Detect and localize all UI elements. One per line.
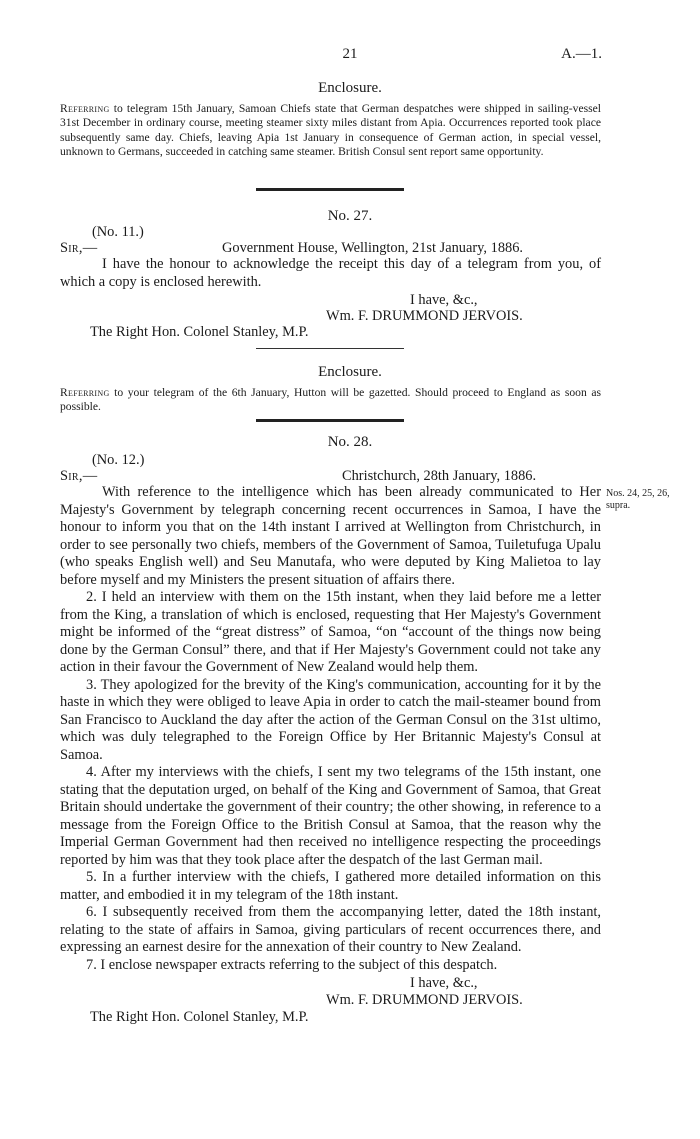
letter-reference: (No. 11.): [92, 224, 144, 240]
letter-number: No. 27.: [327, 208, 373, 224]
section-divider-thin: [256, 348, 404, 349]
enclosure-lead-word: Referring: [60, 386, 110, 399]
enclosure-text: [60, 386, 601, 415]
paragraph: With reference to the intelligence which has been already communicated to Her Majesty's Government by telegraph concerning recent occurrences in Samoa, I have the honour to inform you that on the 14th instant I arrived at Wellington from Christchurch, in order to see personally two chiefs, members of the Government of Samoa, Tuiletufuga Upalu (who speaks English well) and Seu Manutafa, who were deputed by King Malietoa to lay before myself and my Ministers the present situation of affairs there.: [60, 484, 601, 588]
margin-note: Nos. 24, 25, 26, supra.: [606, 488, 670, 511]
addressee: The Right Hon. Colonel Stanley, M.P.: [90, 1009, 309, 1025]
closing: I have, &c.,: [410, 292, 478, 308]
letter-number: No. 28.: [327, 434, 373, 450]
place-date: Christchurch, 28th January, 1886.: [342, 468, 537, 484]
paragraph: 6. I subsequently received from them the accompanying letter, dated the 18th instant, relating to the state of affairs in Samoa, giving particulars of recent occurrences there, and expressing an earnest desire for the annexation of their country to New Zealand.: [60, 904, 601, 955]
signature: Wm. F. DRUMMOND JERVOIS.: [326, 992, 523, 1008]
letter-body: I have the honour to acknowledge the receipt this day of a telegram from you, of which a copy is enclosed herewith.: [60, 256, 601, 290]
salutation: Sir,—: [60, 240, 98, 256]
section-divider: [256, 188, 404, 191]
paragraph: 2. I held an interview with them on the 15th instant, when they laid before me a letter from the King, a translation of which is enclosed, requesting that Her Majesty's Government might be informed of the “great distress” of Samoa, “on “account of the things now being done by the German Consul” there, and that if Her Majesty's Government could not take any action in their favour the Government of New Zealand would help them.: [60, 589, 601, 675]
letter-body: [60, 484, 601, 1026]
paragraph: 5. In a further interview with the chiefs, I gathered more detailed information on this matter, and embodied it in my telegram of the 18th instant.: [60, 869, 601, 903]
letter-reference: (No. 12.): [92, 452, 145, 468]
enclosure-heading: Enclosure.: [318, 80, 382, 96]
place-date: Government House, Wellington, 21st January, 1886.: [222, 240, 524, 256]
document-reference: A.—1.: [561, 46, 602, 62]
signature: Wm. F. DRUMMOND JERVOIS.: [326, 308, 523, 324]
section-divider: [256, 419, 404, 422]
enclosure-heading: Enclosure.: [318, 364, 382, 380]
page-number: 21: [342, 46, 358, 62]
paragraph: 3. They apologized for the brevity of the King's communication, accounting for it by the haste in which they were obliged to leave Apia in order to catch the mail-steamer bound from San Francisco to Auckland the day after the action of the German Consul on the 31st ultimo, which was duly telegraphed to the Foreign Office by Her Britannic Majesty's Consul at Samoa.: [60, 676, 601, 763]
paragraph: 7. I enclose newspaper extracts referring to the subject of this despatch.: [86, 956, 498, 973]
salutation: Sir,—: [60, 468, 98, 484]
enclosure-lead-word: Referring: [60, 102, 110, 115]
enclosure-body: to telegram 15th January, Samoan Chiefs state that German despatches were shipped in sailing-vessel 31st December in ordinary course, meeting steamer sixty miles distant from Apia. Occurrences reported took place subsequently same day. Chiefs, leaving Apia 1st January in consequence of German action, in special vessel, unknown to Germans, succeeded in catching same steamer. British Consul sent report same opportunity.: [60, 102, 601, 159]
paragraph: 4. After my interviews with the chiefs, I sent my two telegrams of the 15th instant, one stating that the deputation urged, on behalf of the King and Government of Samoa, that Great Britain should undertake the government of their country; the other showing, in reference to a message from the Foreign Office to the British Consul at Samoa, that the reason why the Imperial German Government had then received no intelligence respecting the proceedings reported by him was that they took place after the despatch of the last German mail.: [60, 764, 601, 868]
closing: I have, &c.,: [410, 975, 478, 991]
enclosure-body: to your telegram of the 6th January, Hutton will be gazetted. Should proceed to England as soon as possible.: [60, 386, 601, 414]
addressee: The Right Hon. Colonel Stanley, M.P.: [90, 324, 309, 340]
enclosure-text: [60, 102, 601, 160]
